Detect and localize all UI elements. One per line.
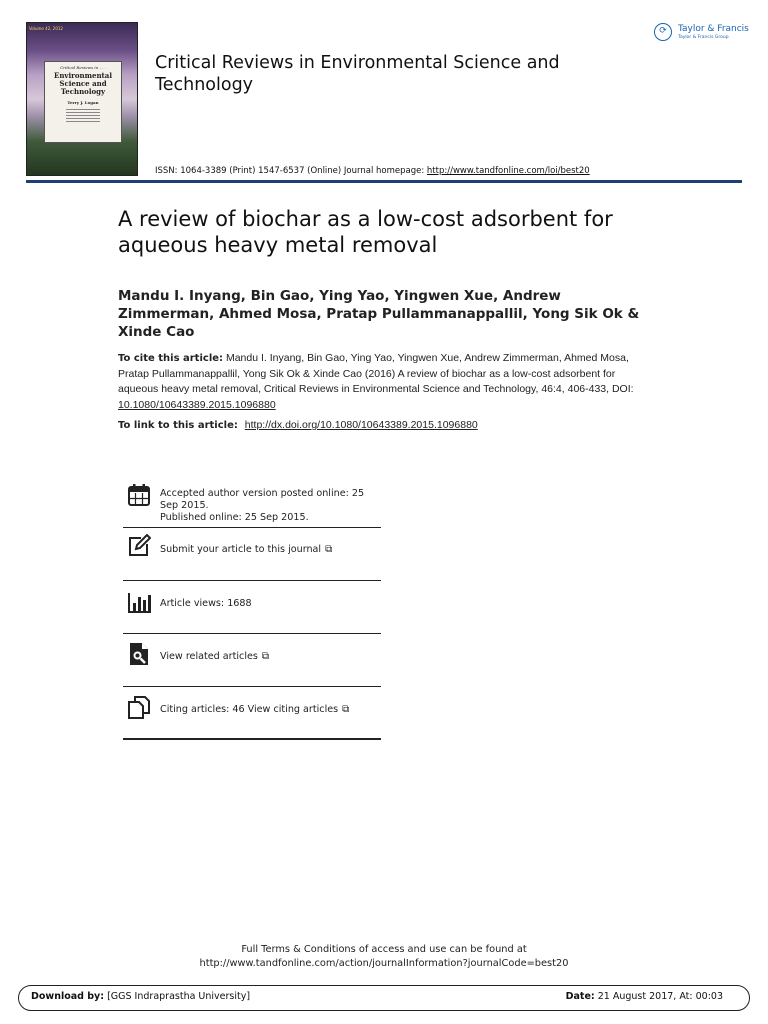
submit-article-link[interactable]: Submit your article to this journal [160, 544, 322, 555]
article-link[interactable]: http://dx.doi.org/10.1080/10643389.2015.1096880 [244, 419, 478, 431]
header-divider [26, 180, 742, 183]
citing-articles-icon [127, 695, 151, 719]
cite-text: Mandu I. Inyang, Bin Gao, Ying Yao, Yingwen Xue, Andrew Zimmerman, Ahmed Mosa, Pratap Pullammanappallil, Yong Sik Ok & Xinde Cao (2016) A review of biochar as a low-cost adsorbent for aqueous heavy metal removal, Critical Reviews in Environmental Science and Technology, 46:4, 406-433, DOI: [118, 352, 634, 395]
list-item-related-articles[interactable] [123, 634, 381, 687]
calendar-icon [127, 483, 151, 507]
publisher-logo [654, 21, 750, 47]
cover-pre-title: Critical Reviews in . . . [60, 65, 106, 70]
download-by [31, 991, 250, 1002]
article-views-text: Article views: 1688 [160, 598, 252, 609]
article-title: A review of biochar as a low-cost adsorbent for aqueous heavy metal removal [118, 207, 613, 257]
date-label: Date: [565, 991, 595, 1002]
publisher-name: Taylor & Francis [678, 24, 749, 34]
related-articles-link[interactable]: View related articles [160, 651, 258, 662]
article-authors: Mandu I. Inyang, Bin Gao, Ying Yao, Yingwen Xue, Andrew Zimmerman, Ahmed Mosa, Pratap Pullammanappallil, Yong Sik Ok & Xinde Cao [118, 288, 640, 340]
search-document-icon [127, 642, 151, 666]
journal-cover-image [26, 22, 138, 176]
list-item-publication-dates [123, 477, 381, 528]
edit-icon [127, 534, 151, 558]
download-info-bar [18, 985, 750, 1011]
list-item-article-views [123, 581, 381, 634]
cover-volume-text: Volume 42, 2012 [29, 26, 63, 31]
date-value: 21 August 2017, At: 00:03 [597, 991, 723, 1002]
external-link-icon: ⧉ [342, 704, 350, 715]
cover-title-box [44, 61, 122, 143]
publisher-subtitle: Taylor & Francis Group [678, 35, 729, 40]
download-date [566, 991, 723, 1002]
terms-line-1: Full Terms & Conditions of access and use can be found at [241, 944, 527, 955]
doi-link[interactable]: 10.1080/10643389.2015.1096880 [118, 398, 276, 411]
published-date-text: Published online: 25 Sep 2015. [160, 512, 309, 523]
cover-title: Environmental Science and Technology [54, 71, 112, 96]
issn-line [155, 166, 590, 176]
citing-articles-link[interactable]: Citing articles: 46 View citing articles [160, 704, 339, 715]
bar-chart-icon [127, 591, 151, 615]
article-info-list [123, 477, 381, 740]
taylor-francis-logo-icon: ⟳ [654, 23, 672, 41]
link-line [118, 419, 478, 431]
terms-link[interactable]: http://www.tandfonline.com/action/journalInformation?journalCode=best20 [199, 958, 569, 969]
list-item-citing-articles[interactable] [123, 687, 381, 740]
accepted-date-text: Accepted author version posted online: 25 Sep 2015. [160, 488, 365, 511]
list-item-submit-article[interactable] [123, 528, 381, 581]
cover-decoration [66, 109, 100, 123]
external-link-icon: ⧉ [261, 651, 270, 662]
download-value: [GGS Indraprastha University] [107, 991, 251, 1002]
journal-title: Critical Reviews in Environmental Science and Technology [155, 53, 560, 95]
journal-homepage-link[interactable]: http://www.tandfonline.com/loi/best20 [426, 166, 590, 176]
terms-of-use-notice [0, 943, 768, 971]
issn-text: ISSN: 1064-3389 (Print) 1547-6537 (Online) Journal homepage: [155, 166, 425, 176]
citation-block [118, 351, 658, 413]
download-label: Download by: [31, 991, 105, 1002]
external-link-icon: ⧉ [325, 544, 333, 555]
cover-editor: Terry J. Logan [67, 100, 99, 105]
cite-label: To cite this article: [118, 353, 224, 364]
link-label: To link to this article: [118, 420, 238, 431]
